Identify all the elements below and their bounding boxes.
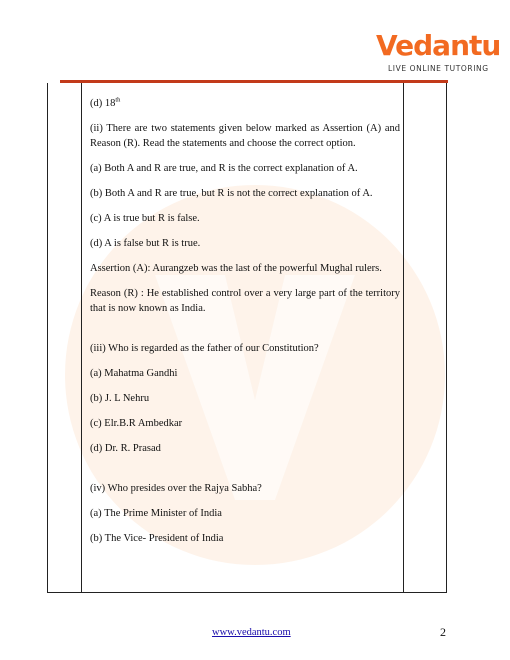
logo-tagline: LIVE ONLINE TUTORING: [388, 64, 489, 73]
q3-option-c: (c) Elr.B.R Ambedkar: [90, 418, 183, 429]
header-rule: [60, 80, 448, 83]
table-column-divider-left: [81, 83, 82, 592]
q2-option-c: (c) A is true but R is false.: [90, 213, 200, 224]
question-iii: (iii) Who is regarded as the father of our Constitution?: [90, 343, 319, 354]
assertion-statement: Assertion (A): Aurangzeb was the last of the powerful Mughal rulers.: [90, 263, 382, 274]
superscript-th: th: [115, 96, 121, 104]
q4-option-b: (b) The Vice- President of India: [90, 533, 224, 544]
question-ii-intro: (ii) There are two statements given below marked as Assertion (A) and Reason (R). Read the statements and choose the correct option.: [90, 123, 400, 149]
q2-option-d: (d) A is false but R is true.: [90, 238, 201, 249]
q3-option-a: (a) Mahatma Gandhi: [90, 368, 178, 379]
q2-option-b: (b) Both A and R are true, but R is not the correct explanation of A.: [90, 188, 373, 199]
question-iv: (iv) Who presides over the Rajya Sabha?: [90, 483, 262, 494]
page-number: 2: [440, 625, 446, 639]
option-d-18th: (d) 18th: [90, 96, 121, 109]
vedantu-website-link[interactable]: www.vedantu.com: [212, 627, 291, 638]
reason-statement: Reason (R) : He established control over a very large part of the territory that is now known as India.: [90, 288, 400, 314]
q3-option-b: (b) J. L Nehru: [90, 393, 150, 404]
q2-option-a: (a) Both A and R are true, and R is the correct explanation of A.: [90, 163, 358, 174]
logo-wordmark: Vedantu: [376, 29, 501, 62]
table-column-divider-right: [403, 83, 404, 592]
q3-option-d: (d) Dr. R. Prasad: [90, 443, 161, 454]
question-content: [90, 96, 400, 546]
vedantu-logo: [376, 29, 501, 80]
q4-option-a: (a) The Prime Minister of India: [90, 508, 222, 519]
